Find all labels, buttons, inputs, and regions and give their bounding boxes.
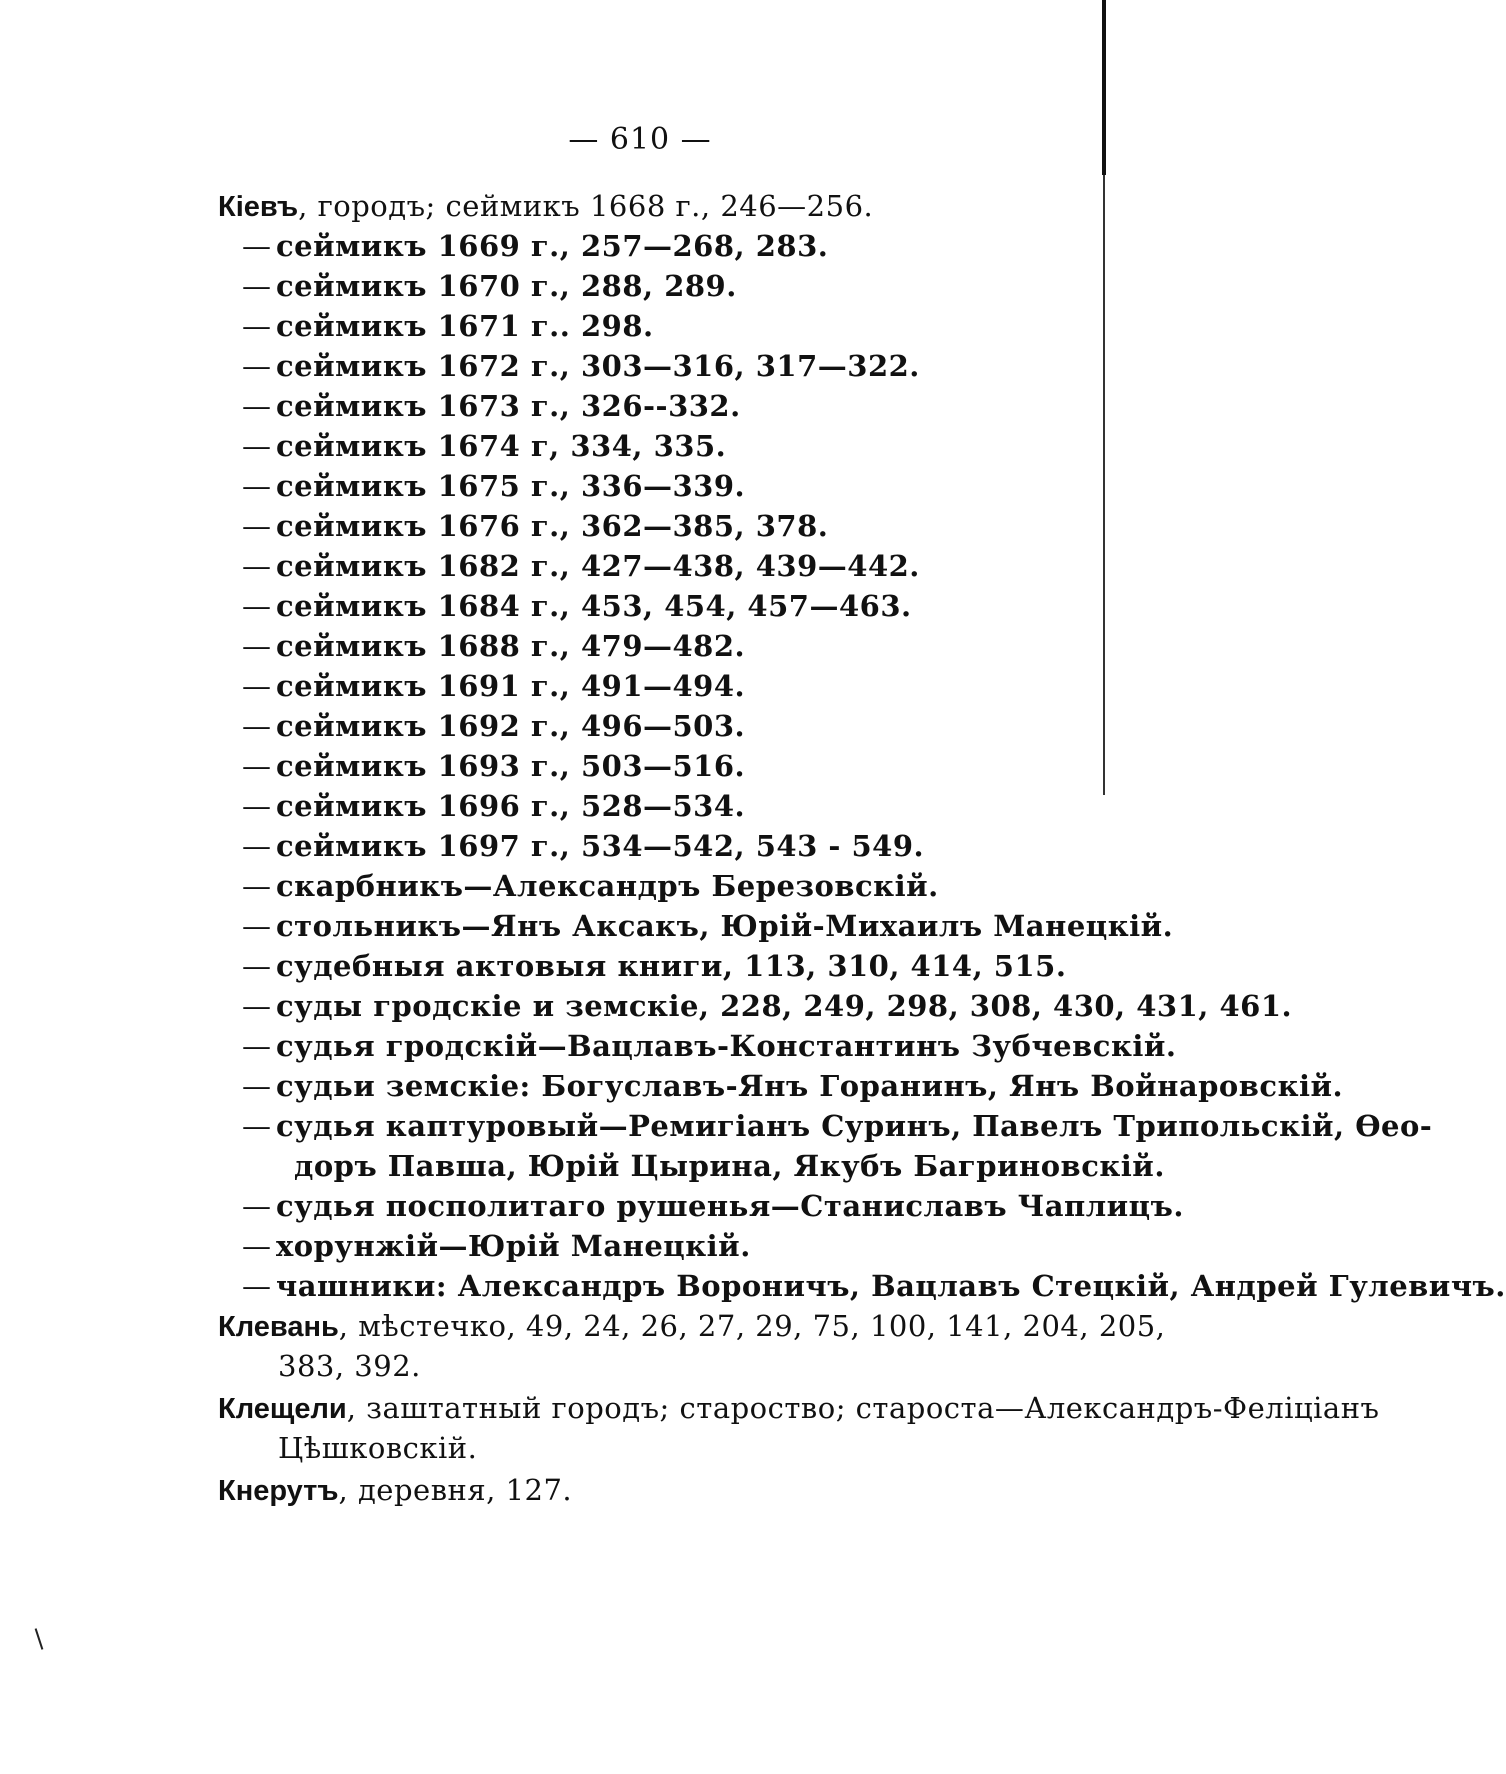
sub-entry	[218, 1106, 1433, 1146]
entry-text: сеймикъ 1697 г., 534—542, 543 - 549.	[276, 829, 925, 863]
sub-entry	[218, 626, 1078, 666]
entry-dash: —	[242, 829, 272, 863]
entry-text: сеймикъ 1675 г., 336—339.	[276, 469, 746, 503]
sub-entry	[218, 506, 1078, 546]
entry-text: , мѣстечко, 49, 24, 26, 27, 29, 75, 100, 141, 204, 205,	[338, 1309, 1166, 1343]
entry-text: судья каптуровый—Ремигіанъ Суринъ, Павелъ Трипольскій, Өео-	[276, 1109, 1433, 1143]
entry-text: сеймикъ 1670 г., 288, 289.	[276, 269, 737, 303]
entry-dash: —	[242, 789, 272, 823]
entry-dash: —	[242, 869, 272, 903]
sub-entry	[218, 466, 1078, 506]
sub-entry	[218, 1266, 1506, 1306]
sub-entry	[218, 826, 1078, 866]
sub-entry	[218, 386, 1078, 426]
sub-entry	[218, 946, 1078, 986]
entry-text: сеймикъ 1676 г., 362—385, 378.	[276, 509, 829, 543]
sub-entry	[218, 586, 1078, 626]
entry-dash: —	[242, 1109, 272, 1143]
entry-dash: —	[242, 1029, 272, 1063]
entry-dash: —	[242, 629, 272, 663]
sub-entry	[218, 426, 1078, 466]
sub-entry	[218, 746, 1078, 786]
index-entry-kiev	[218, 186, 1078, 226]
entry-text: стольникъ—Янъ Аксакъ, Юрій-Михаилъ Манецкій.	[276, 909, 1174, 943]
sub-entry	[218, 906, 1174, 946]
index-entries	[218, 186, 1506, 1510]
entry-text: сеймикъ 1692 г., 496—503.	[276, 709, 746, 743]
entry-headword: Кіевъ	[218, 191, 299, 223]
sub-entry	[218, 306, 1078, 346]
entry-text: чашники: Александръ Вороничъ, Вацлавъ Стецкій, Андрей Гулевичъ.	[276, 1269, 1506, 1303]
entry-text: сеймикъ 1688 г., 479—482.	[276, 629, 746, 663]
entry-headword: Клещели	[218, 1393, 347, 1425]
sub-entry	[218, 346, 1078, 386]
entry-dash: —	[242, 949, 272, 983]
sub-entry	[218, 266, 1078, 306]
entry-dash: —	[242, 229, 272, 263]
entry-text: , заштатный городъ; староство; староста—Александръ-Феліціанъ	[346, 1391, 1380, 1425]
entry-dash: —	[242, 269, 272, 303]
sub-entry	[218, 786, 1078, 826]
entry-text: сеймикъ 1693 г., 503—516.	[276, 749, 746, 783]
entry-text: , городъ; сеймикъ 1668 г., 246—256.	[298, 189, 874, 223]
sub-entry	[218, 226, 1078, 266]
entry-text: судья посполитаго рушенья—Станиславъ Чаплицъ.	[276, 1189, 1184, 1223]
entry-dash: —	[242, 549, 272, 583]
entry-text: , деревня, 127.	[338, 1473, 573, 1507]
page-edge-line-thin	[1103, 175, 1105, 795]
entry-dash: —	[242, 669, 272, 703]
index-entry-klevan	[218, 1306, 1166, 1346]
entry-dash: —	[242, 1069, 272, 1103]
entry-dash: —	[242, 749, 272, 783]
sub-entry	[218, 1186, 1184, 1226]
entry-dash: —	[242, 709, 272, 743]
entry-text: сеймикъ 1672 г., 303—316, 317—322.	[276, 349, 920, 383]
entry-dash: —	[242, 469, 272, 503]
entry-headword: Кнерутъ	[218, 1475, 339, 1507]
entry-continuation: Цѣшковскій.	[278, 1431, 478, 1465]
sub-entry	[218, 986, 1293, 1026]
sub-entry	[218, 666, 1078, 706]
page-number: — 610 —	[568, 122, 712, 157]
entry-dash: —	[242, 349, 272, 383]
entry-dash: —	[242, 909, 272, 943]
sub-entry	[218, 1066, 1344, 1106]
entry-dash: —	[242, 389, 272, 423]
entry-text: сеймикъ 1696 г., 528—534.	[276, 789, 746, 823]
entry-dash: —	[242, 1189, 272, 1223]
entry-text: сеймикъ 1673 г., 326--332.	[276, 389, 741, 423]
entry-dash: —	[242, 509, 272, 543]
entry-text: сеймикъ 1674 г, 334, 335.	[276, 429, 727, 463]
entry-text: сеймикъ 1691 г., 491—494.	[276, 669, 746, 703]
entry-dash: —	[242, 1269, 272, 1303]
entry-text: судьи земскіе: Богуславъ-Янъ Горанинъ, Янъ Войнаровскій.	[276, 1069, 1344, 1103]
sub-entry	[218, 866, 1078, 906]
entry-dash: —	[242, 589, 272, 623]
entry-text: судья гродскій—Вацлавъ-Константинъ Зубчевскій.	[276, 1029, 1177, 1063]
entry-dash: —	[242, 309, 272, 343]
entry-continuation: 383, 392.	[278, 1349, 421, 1383]
sub-entry	[218, 1026, 1177, 1066]
entry-text: суды гродскіе и земскіе, 228, 249, 298, 308, 430, 431, 461.	[276, 989, 1293, 1023]
entry-text: сеймикъ 1682 г., 427—438, 439—442.	[276, 549, 920, 583]
entry-text: сеймикъ 1671 г.. 298.	[276, 309, 654, 343]
index-entry-knerut	[218, 1470, 1078, 1510]
sub-entry	[218, 706, 1078, 746]
entry-dash: —	[242, 989, 272, 1023]
entry-text: скарбникъ—Александръ Березовскій.	[276, 869, 939, 903]
stray-ink-mark	[35, 1628, 44, 1650]
entry-text: сеймикъ 1684 г., 453, 454, 457—463.	[276, 589, 912, 623]
entry-dash: —	[242, 1229, 272, 1263]
entry-dash: —	[242, 429, 272, 463]
entry-text: судебныя актовыя книги, 113, 310, 414, 515.	[276, 949, 1067, 983]
entry-text: сеймикъ 1669 г., 257—268, 283.	[276, 229, 829, 263]
sub-entry	[218, 546, 1078, 586]
entry-headword: Клевань	[218, 1311, 339, 1343]
sub-entry-continuation: доръ Павша, Юрій Цырина, Якубъ Багриновскій.	[294, 1149, 1165, 1183]
index-entry-kleshcheli	[218, 1388, 1380, 1428]
sub-entry	[218, 1226, 1078, 1266]
entry-text: хорунжій—Юрій Манецкій.	[276, 1229, 751, 1263]
